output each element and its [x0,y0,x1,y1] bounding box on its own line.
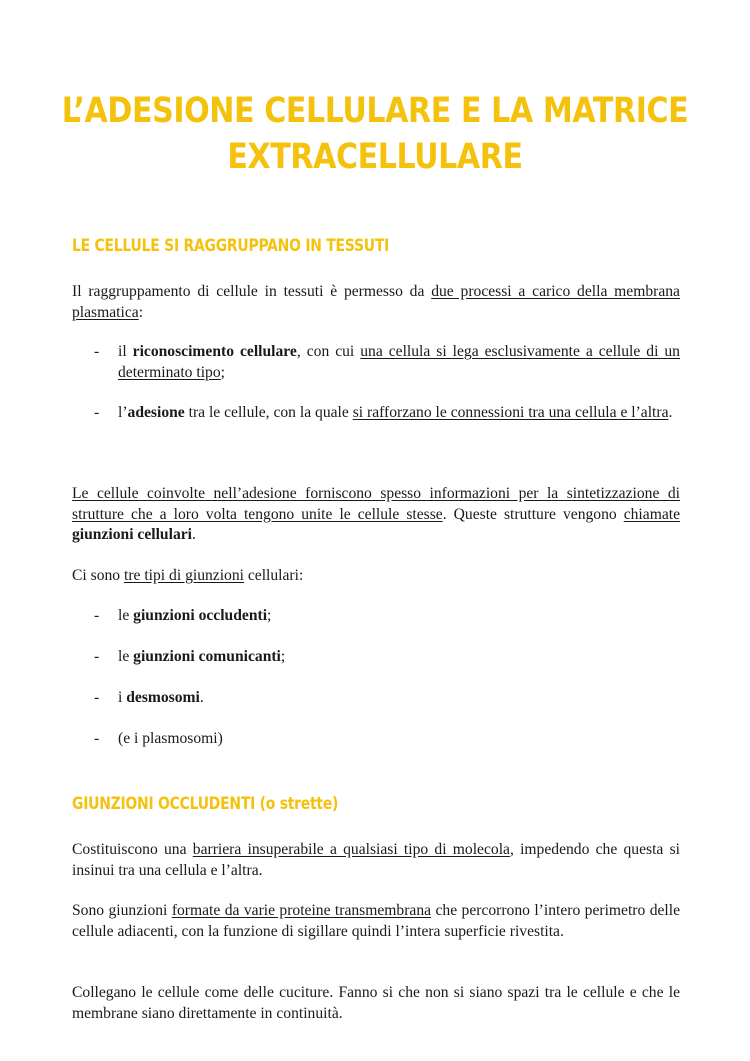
text: le [118,648,134,665]
bold-text: riconoscimento cellulare [132,343,297,360]
list-item-desmosomi [94,688,680,709]
underlined-text: due processi a carico della membrana plasmatica [72,283,680,321]
section-heading-tessuti: LE CELLULE SI RAGGRUPPANO IN TESSUTI [72,236,390,256]
list-item-riconoscimento [94,342,680,383]
text: . [192,526,196,543]
text: Collegano le cellule come delle cuciture. Fanno si che non si siano spazi tra le cellule e che le membrane siano direttamente in continuità. [72,984,680,1022]
text: . [199,689,204,706]
text: . Queste strutture vengono [442,505,624,523]
bold-text: giunzioni comunicanti [133,648,281,665]
text: , con cui [296,343,361,360]
section-heading-occludenti: GIUNZIONI OCCLUDENTI (o strette) [72,794,339,814]
paragraph-cuciture [72,983,680,1024]
underlined-text: si rafforzano le connessioni tra una cellula e l’altra [352,404,669,421]
text: Il raggruppamento di cellule in tessuti è permesso da [72,283,432,300]
list-dash: - [94,343,100,360]
title-line-1: L’ADESIONE CELLULARE E LA MATRICE [61,91,689,131]
text: , impedendo che questa si insinui tra una cellula e l’altra. [72,841,680,879]
underlined-text: Le cellule coinvolte nell’adesione forniscono spesso informazioni per la sintetizzazione di strutture che a loro volta tengono unite le cellule stesse [72,485,680,523]
text: i [118,689,127,706]
text: le [118,607,134,624]
text: (e i plasmosomi) [118,730,223,747]
text: . [668,404,673,421]
list-dash: - [94,648,100,665]
paragraph-tre-tipi [72,566,680,587]
list-item-plasmosomi [94,729,680,750]
bold-text: giunzioni cellulari [72,526,192,543]
paragraph-proteine [72,901,680,942]
text: Costituiscono una [72,841,193,858]
bold-text: giunzioni occludenti [133,607,268,624]
text: : [138,303,144,321]
underlined-text: una cellula si lega esclusivamente a cellule di un determinato tipo [118,343,680,381]
bold-text: desmosomi [126,689,200,706]
text: ; [280,648,286,665]
bold-text: adesione [127,404,185,421]
document-title [53,88,698,180]
text: l’ [118,404,128,421]
list-item-occludenti [94,606,680,627]
text: cellulari: [243,567,304,584]
list-dash: - [94,404,100,421]
list-dash: - [94,689,100,706]
paragraph-giunzioni-cellulari [72,484,680,546]
text: che percorrono l’intero perimetro delle cellule adiacenti, con la funzione di sigillare quindi l’intera superficie rivestita. [72,902,681,940]
underlined-text: tre tipi di giunzioni [124,567,244,584]
underlined-text: chiamate [623,505,680,523]
text: ; [267,607,272,624]
intro-paragraph [72,282,680,323]
text: tra le cellule, con la quale [184,404,353,421]
list-item-comunicanti [94,647,680,668]
text: Ci sono [72,567,124,584]
paragraph-barriera [72,840,680,881]
text: Sono giunzioni [72,902,172,919]
list-dash: - [94,607,100,624]
list-dash: - [94,730,100,747]
underlined-text: formate da varie proteine transmembrana [171,902,432,919]
text: ; [220,363,225,381]
text: il [118,343,133,360]
list-item-adesione [94,403,680,424]
title-line-2: EXTRACELLULARE [227,137,523,177]
underlined-text: barriera insuperabile a qualsiasi tipo di molecola [192,841,510,858]
